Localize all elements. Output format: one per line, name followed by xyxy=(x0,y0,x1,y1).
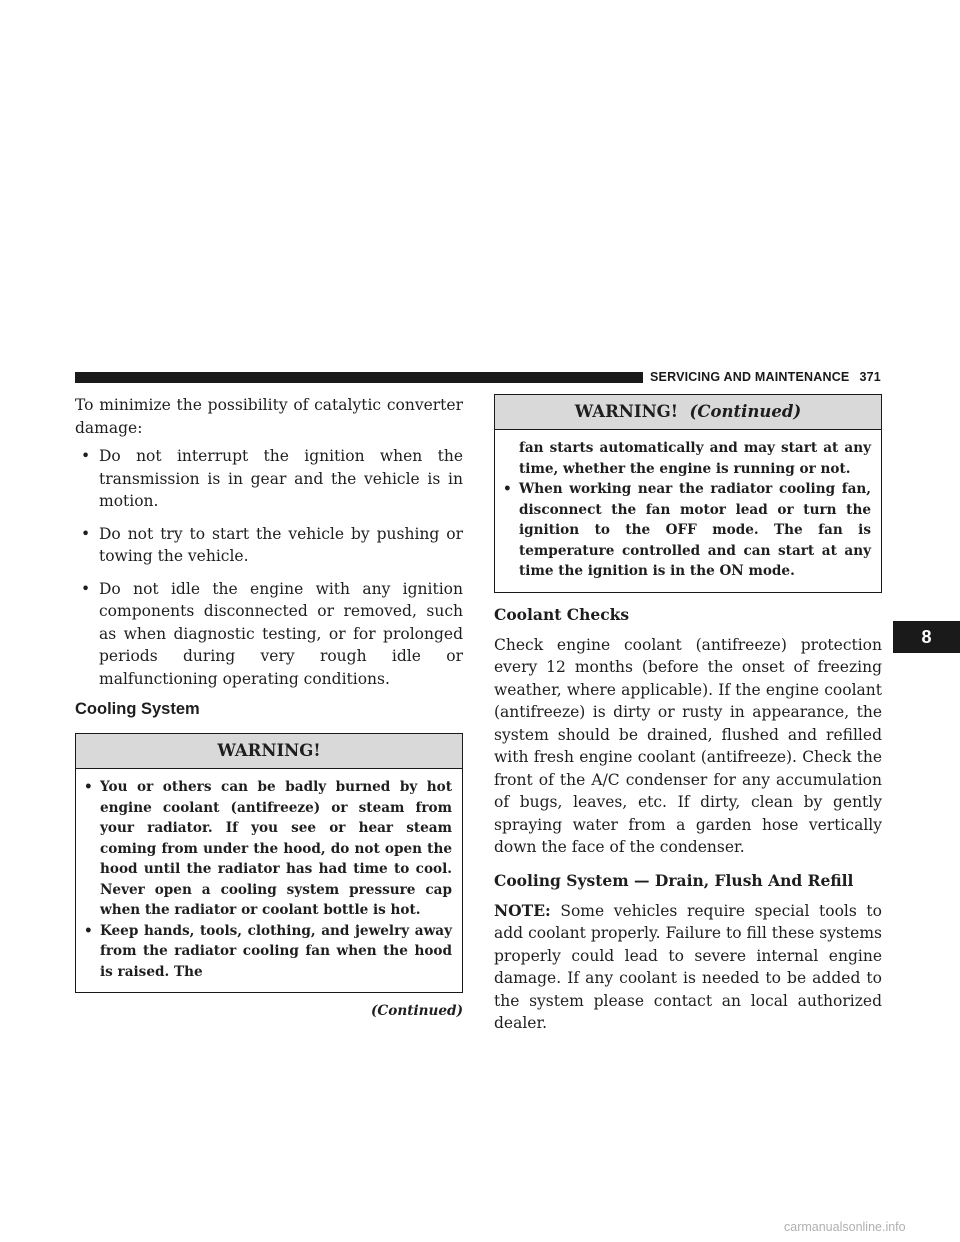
warning-box xyxy=(75,733,463,993)
right-column xyxy=(494,394,882,1035)
warning-item xyxy=(503,479,871,582)
bullet-icon: • xyxy=(81,579,91,598)
bullet-icon: • xyxy=(81,524,91,543)
warning-body xyxy=(495,430,881,592)
left-column xyxy=(75,394,463,1019)
list-item-text: Do not interrupt the ignition when the transmission is in gear and the vehicle is in motion. xyxy=(99,447,463,510)
warning-item xyxy=(84,921,452,983)
watermark: carmanualsonline.info xyxy=(784,1220,906,1234)
warning-title: WARNING! xyxy=(574,402,679,421)
list-item xyxy=(75,578,463,691)
section-title-cooling-system: Cooling System xyxy=(75,700,200,718)
warning-item xyxy=(84,777,452,921)
warning-continuation-text: fan starts automatically and may start at any time, whether the engine is running or not. xyxy=(519,440,871,477)
subsection-title-drain-flush-refill: Cooling System — Drain, Flush And Refill xyxy=(494,870,854,890)
list-item-text: Do not try to start the vehicle by pushing or towing the vehicle. xyxy=(99,524,463,565)
warning-header xyxy=(76,734,462,769)
section-name: SERVICING AND MAINTENANCE xyxy=(650,370,850,384)
bullet-icon: • xyxy=(84,922,93,939)
warning-item-text: Keep hands, tools, clothing, and jewelry away from the radiator cooling fan when the hood is raised. The xyxy=(100,922,452,980)
warning-item-text: You or others can be badly burned by hot engine coolant (antifreeze) or steam from your radiator. If you see or hear steam coming from under the hood, do not open the hood until the radiator has had time to cool. Never open a cooling system pressure cap when the radiator or coolant bottle is hot. xyxy=(100,779,452,918)
subsection-title-coolant-checks: Coolant Checks xyxy=(494,604,630,624)
note-text: Some vehicles require special tools to add coolant properly. Failure to fill these systems properly could lead to severe internal engine damage. If any coolant is needed to be added to the system please contact an local authorized dealer. xyxy=(494,901,882,1032)
note-paragraph xyxy=(494,900,882,1035)
coolant-checks-text: Check engine coolant (antifreeze) protection every 12 months (before the onset of freezing weather, where applicable). If the engine coolant (antifreeze) is dirty or rusty in appearance, the system should be drained, flushed and refilled with fresh engine coolant (antifreeze). Check the front of the A/C condenser for any accumulation of bugs, leaves, etc. If dirty, clean by gently spraying water from a garden hose vertically down the face of the condenser. xyxy=(494,635,882,856)
warning-title-suffix: (Continued) xyxy=(689,402,802,421)
list-item xyxy=(75,445,463,513)
warning-body xyxy=(76,769,462,992)
list-item xyxy=(75,523,463,568)
continued-label: (Continued) xyxy=(371,1003,463,1019)
running-head xyxy=(650,370,881,384)
page-number: 371 xyxy=(859,370,881,384)
chapter-tab: 8 xyxy=(893,621,960,653)
list-item-text: Do not idle the engine with any ignition components disconnected or removed, such as when diagnostic testing, or for prolonged periods during very rough idle or malfunctioning operating conditions. xyxy=(99,579,463,688)
warning-title: WARNING! xyxy=(217,741,321,760)
header-rule xyxy=(75,372,643,383)
catalytic-bullet-list xyxy=(75,445,463,690)
bullet-icon: • xyxy=(81,447,91,465)
bullet-icon: • xyxy=(503,481,512,497)
intro-text: To minimize the possibility of catalytic converter damage: xyxy=(75,396,463,437)
warning-header xyxy=(495,395,881,430)
note-label: NOTE: xyxy=(494,900,551,920)
warning-item-text: When working near the radiator cooling fan, disconnect the fan motor lead or turn the ignition to the OFF mode. The fan is temperature controlled and can start at any time the ignition is in the ON mode. xyxy=(519,481,871,579)
bullet-icon: • xyxy=(84,779,93,795)
warning-box-continued xyxy=(494,394,882,593)
